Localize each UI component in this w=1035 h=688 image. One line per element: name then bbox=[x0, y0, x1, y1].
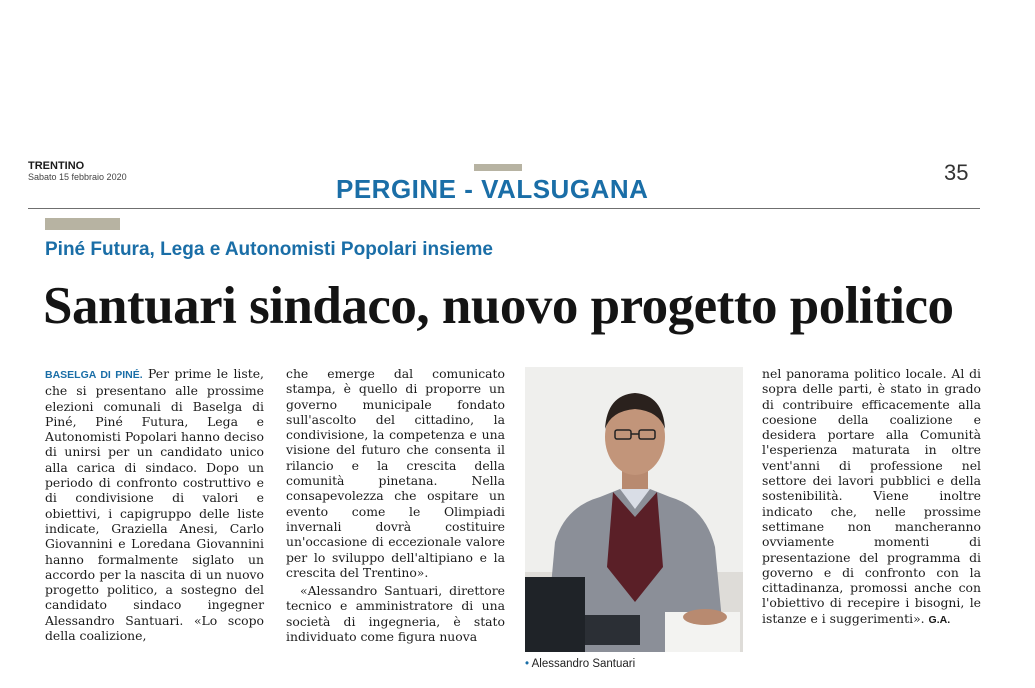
column-3-text: nel panorama politico locale. Al di sopra delle parti, è stato in grado di contribuire efficacemente alla coesione della coalizione e desidera portare alla Comunità l'esperienza maturata in oltre vent'anni di professione nel settore dei lavori pubblici e della sostenibilità. Viene inoltre indicato che, nelle prossime settimane non mancheranno ovviamente momenti di presentazione del programma di governo e di confronto con la cittadinanza, promossi anche con l'obiettivo di recepire i bisogni, le istanze e i suggerimenti». bbox=[762, 366, 981, 626]
page-number: 35 bbox=[944, 160, 969, 185]
column-1-text: Per prime le liste, che si presentano alle prossime elezioni comunali di Baselga di Piné, Piné Futura, Lega e Autonomisti Popolari hanno deciso di unirsi per un candidato unico alla carica di sindaco. Dopo un periodo di confronto costruttivo e di condivisione di valori e obiettivi, i capigruppo delle liste indicate, Graziella Anesi, Carlo Giovannini e Loredana Giovannini hanno formalmente siglato un accordo per la nascita di un nuovo progetto politico, a sostegno del candidato sindaco ingegner Alessandro Santuari. «Lo scopo della coalizione, bbox=[45, 366, 264, 644]
header-rule bbox=[28, 208, 980, 209]
article-kicker: Piné Futura, Lega e Autonomisti Popolari insieme bbox=[45, 239, 493, 260]
photo-caption bbox=[525, 658, 635, 670]
article-dateline: BASELGA DI PINÉ. bbox=[45, 369, 143, 381]
article-headline: Santuari sindaco, nuovo progetto politico bbox=[43, 277, 954, 335]
article-column-3 bbox=[762, 366, 981, 628]
kicker-bar bbox=[45, 218, 120, 230]
article-photo bbox=[525, 367, 743, 652]
author-signature: G.A. bbox=[928, 613, 951, 626]
section-title: PERGINE - VALSUGANA bbox=[336, 174, 649, 204]
publication-date: Sabato 15 febbraio 2020 bbox=[28, 172, 127, 182]
column-2-paragraph-1: che emerge dal comunicato stampa, è quello di proporre un governo municipale fondato sull'ascolto del cittadino, la condivisione, la competenza e una visione del futuro che consenta il rilancio e la crescita della comunità pinetana. Nella consapevolezza che ospitare un evento come le Olimpiadi invernali dovrà costituire un'occasione di eccezionale valore per lo sviluppo dell'altipiano e la crescita del Trentino». bbox=[286, 366, 505, 580]
photo-caption-text: Alessandro Santuari bbox=[531, 658, 636, 670]
section-bar bbox=[474, 164, 522, 171]
caption-bullet-icon: • bbox=[525, 658, 530, 670]
article-column-2 bbox=[286, 366, 505, 644]
column-2-paragraph-2: «Alessandro Santuari, direttore tecnico e amministratore di una società di ingegneria, è stato individuato come figura nuova bbox=[286, 583, 505, 645]
newspaper-name: TRENTINO bbox=[28, 160, 85, 172]
article-column-1 bbox=[45, 366, 264, 643]
